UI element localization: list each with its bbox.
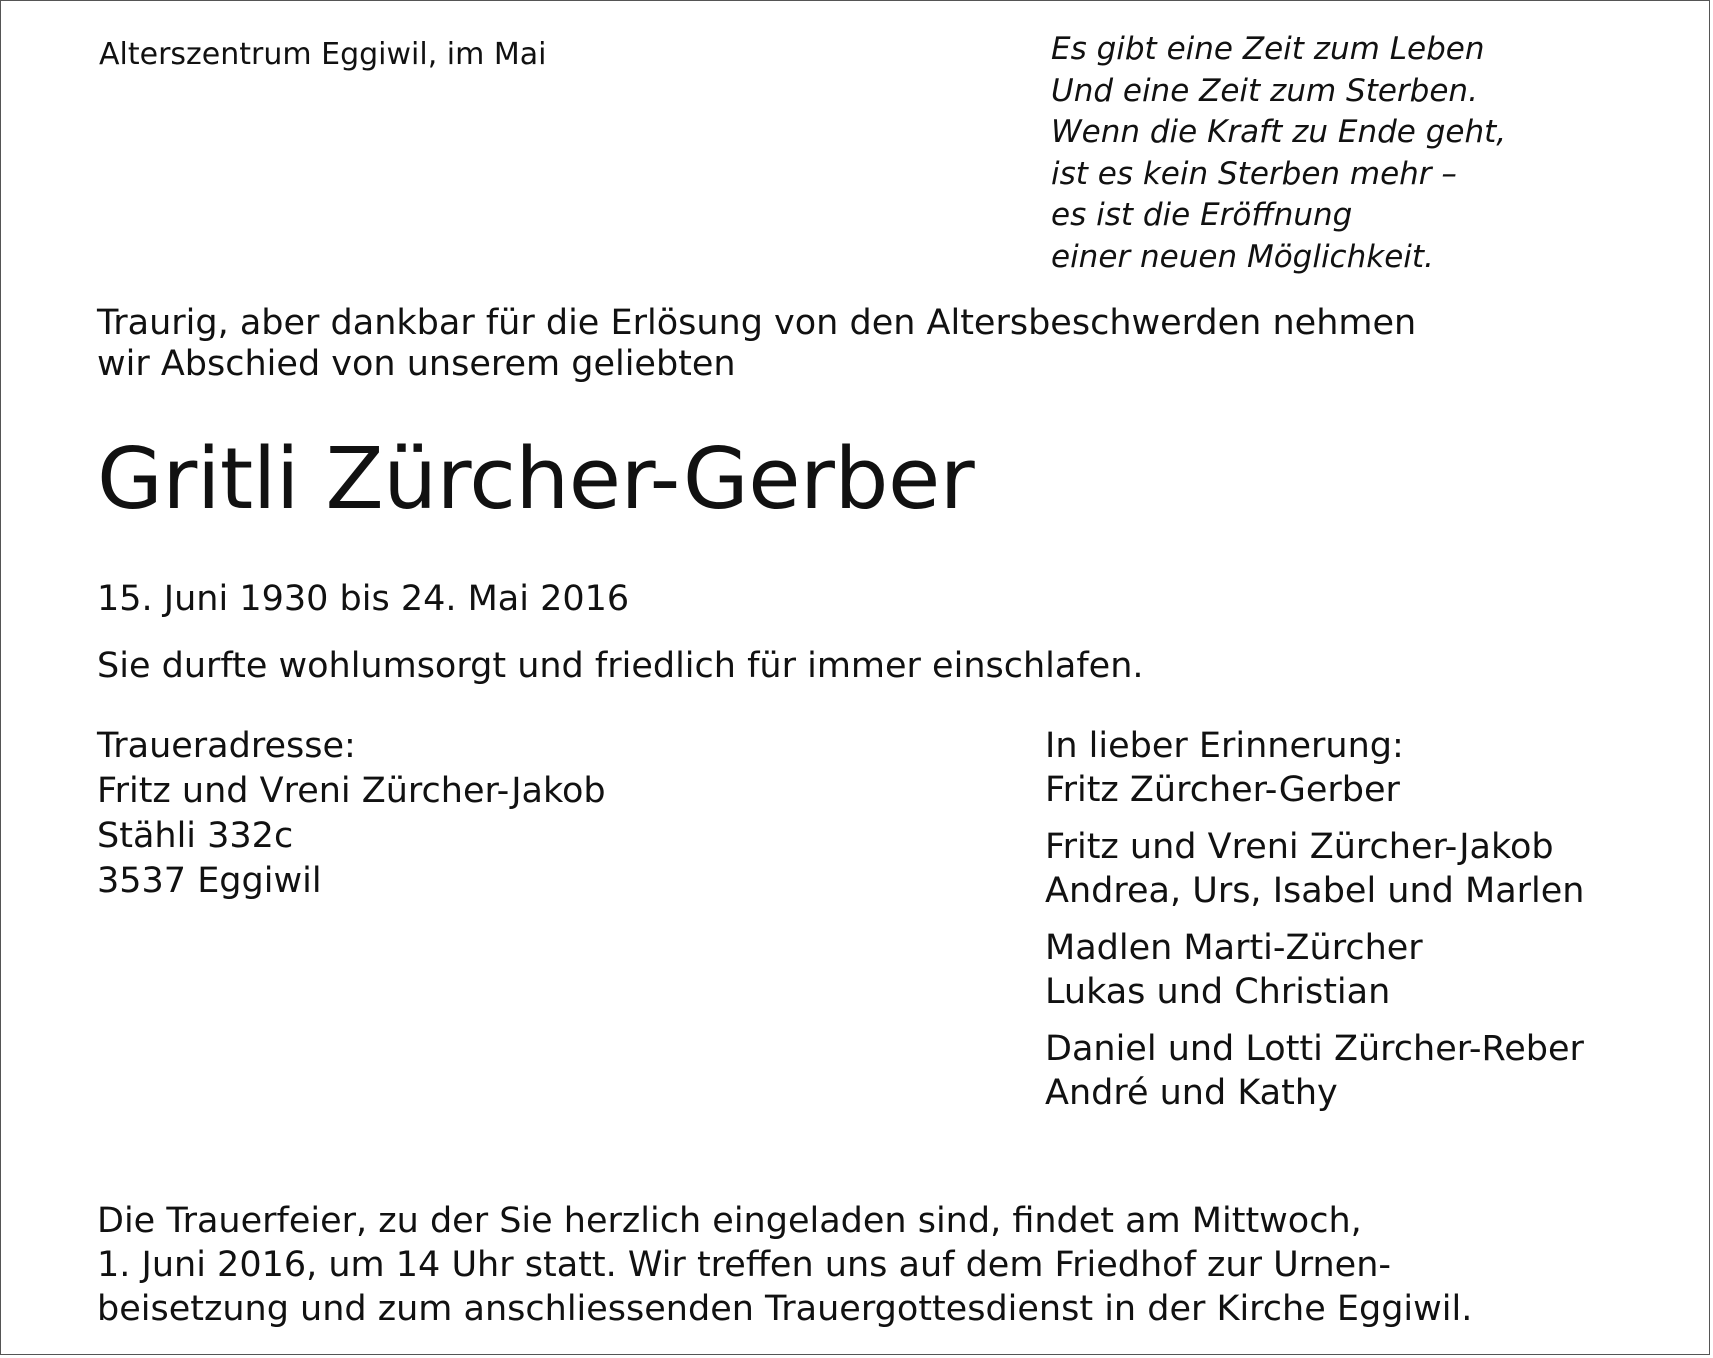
address-line: Fritz und Vreni Zürcher-Jakob (97, 771, 606, 811)
poem (1051, 29, 1506, 278)
poem-line: es ist die Eröffnung (1051, 197, 1353, 233)
poem-line: Wenn die Kraft zu Ende geht, (1051, 114, 1507, 150)
intro-text (97, 303, 1416, 385)
mourner-group (1045, 1027, 1584, 1115)
address-line: Traueradresse: (97, 726, 356, 766)
mourning-address (97, 724, 606, 904)
life-dates: 15. Juni 1930 bis 24. Mai 2016 (97, 579, 630, 619)
ceremony-line: beisetzung und zum anschliessenden Trauergottesdienst in der Kirche Eggiwil. (97, 1289, 1473, 1329)
poem-line: Es gibt eine Zeit zum Leben (1051, 31, 1485, 67)
mourner-line: Fritz Zürcher-Gerber (1045, 770, 1400, 810)
mourner-group (1045, 825, 1584, 913)
ceremony-line: Die Trauerfeier, zu der Sie herzlich eingeladen sind, findet am Mittwoch, (97, 1201, 1362, 1241)
mourner-line: Fritz und Vreni Zürcher-Jakob (1045, 827, 1554, 867)
intro-line: Traurig, aber dankbar für die Erlösung von den Altersbeschwerden nehmen (97, 303, 1417, 343)
address-line: 3537 Eggiwil (97, 861, 322, 901)
passing-statement: Sie durfte wohlumsorgt und friedlich für immer einschlafen. (97, 646, 1144, 686)
mourner-line: In lieber Erinnerung: (1045, 726, 1404, 766)
ceremony-info (97, 1199, 1472, 1331)
poem-line: Und eine Zeit zum Sterben. (1051, 72, 1478, 109)
address-line: Stähli 332c (97, 816, 294, 856)
in-memory-list (1045, 724, 1584, 1115)
deceased-name: Gritli Zürcher-Gerber (97, 430, 975, 529)
mourner-group (1045, 724, 1584, 812)
poem-line: ist es kein Sterben mehr – (1051, 155, 1457, 192)
mourner-line: Lukas und Christian (1045, 972, 1391, 1012)
ceremony-line: 1. Juni 2016, um 14 Uhr statt. Wir treffen uns auf dem Friedhof zur Urnen- (97, 1245, 1392, 1285)
mourner-line: Daniel und Lotti Zürcher-Reber (1045, 1029, 1584, 1069)
intro-line: wir Abschied von unserem geliebten (97, 344, 736, 384)
mourner-line: André und Kathy (1045, 1073, 1338, 1113)
place-and-date: Alterszentrum Eggiwil, im Mai (99, 37, 547, 72)
mourner-group (1045, 926, 1584, 1014)
mourner-line: Madlen Marti-Zürcher (1045, 928, 1423, 968)
mourner-line: Andrea, Urs, Isabel und Marlen (1045, 871, 1585, 911)
poem-line: einer neuen Möglichkeit. (1051, 238, 1434, 275)
